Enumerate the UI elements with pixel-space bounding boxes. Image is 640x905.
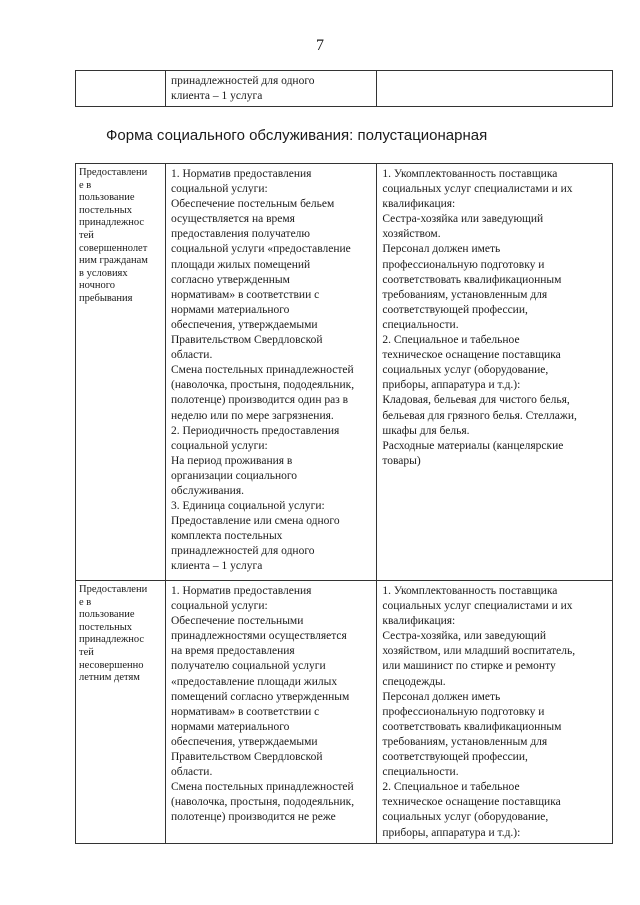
text-line: нормативам» в соответствии с [171,288,320,301]
text-line: помещений согласно утвержденным [171,690,350,703]
text-line: Сестра-хозяйка, или заведующий [382,630,547,643]
text-line: пользование [79,609,135,621]
text-line: хозяйством. [382,228,441,241]
text-line: площади жилых помещений [171,258,311,271]
table-row [76,164,613,581]
text-line: профессиональную подготовку и [382,705,545,718]
text-line: постельных [79,621,132,633]
text-line: предоставления получателю [171,228,311,241]
text-line: Обеспечение постельным бельем [171,198,335,211]
text-line: обеспечения, утверждаемыми [171,735,318,748]
text-line: квалификация: [382,615,456,628]
text-line: принадлежнос [79,217,145,229]
text-line: социальных услуг (оборудование, [382,811,549,824]
service-name-cell [76,164,166,581]
text-line: области. [171,766,213,779]
text-line: обслуживания. [171,484,244,497]
text-line: нормами материального [171,720,290,733]
text-line: клиента – 1 услуга [171,90,263,103]
text-line: Предоставлени [79,167,148,178]
text-line: организации социального [171,469,298,482]
norm-cell [166,581,377,844]
text-line: обеспечения, утверждаемыми [171,318,318,331]
text-line: пользование [79,192,135,204]
text-line: ним гражданам [79,255,148,267]
text-line: тей [79,646,94,658]
norm-cell [166,71,377,107]
text-line: 1. Укомплектованность поставщика [382,168,558,180]
text-line: несовершенно [79,659,144,671]
text-line: Персонал должен иметь [382,690,501,703]
text-line: клиента – 1 услуга [171,560,263,573]
text-line: пребывания [79,292,133,304]
text-line: Сестра-хозяйка или заведующий [382,213,544,226]
text-line: получателю социальной услуги [171,660,326,673]
text-line: шкафы для белья. [382,424,470,437]
text-line: в условиях [79,267,128,279]
service-name-cell [76,71,166,107]
text-line: спецодежды. [382,675,446,688]
text-line: е в [79,596,92,608]
text-line: квалификация: [382,198,456,211]
service-name-cell [76,581,166,844]
text-line: 1. Норматив предоставления [171,585,312,597]
table-row [76,581,613,844]
text-line: принадлежностями осуществляется [171,630,347,643]
text-line: Правительством Свердловской [171,751,323,764]
text-line: требованиям, установленным для [382,288,548,301]
text-line: 2. Специальное и табельное [382,781,520,794]
text-line: Правительством Свердловской [171,334,323,347]
text-line: принадлежнос [79,634,145,646]
text-line: социальных услуг специалистами и их [382,183,573,196]
text-line: осуществляется на время [171,213,295,226]
text-line: социальной услуги «предоставление [171,243,351,256]
text-line: Предоставлени [79,584,148,595]
text-line: социальных услуг специалистами и их [382,600,573,613]
text-line: тей [79,229,94,241]
text-line: полотенце) производится один раз в [171,394,349,407]
text-line: социальных услуг (оборудование, [382,364,549,377]
text-line: совершеннолет [79,242,148,254]
text-line: 3. Единица социальной услуги: [171,500,325,513]
services-table [75,163,613,844]
text-line: приборы, аппаратура и т.д.): [382,826,521,839]
text-line: приборы, аппаратура и т.д.): [382,379,521,392]
text-line: Смена постельных принадлежностей [171,781,354,794]
text-line: или машинист по стирке и ремонту [382,660,556,673]
text-line: техническое оснащение поставщика [382,796,561,809]
text-line: техническое оснащение поставщика [382,349,561,362]
text-line: Расходные материалы (канцелярские [382,439,564,452]
continuation-table [75,70,613,107]
conditions-cell [377,581,613,844]
text-line: соответствующей профессии, [382,751,528,764]
text-line: постельных [79,204,132,216]
text-line: товары) [382,454,421,467]
text-line: специальности. [382,318,459,331]
text-line: Смена постельных принадлежностей [171,364,354,377]
text-line: соответствовать квалификационным [382,720,562,733]
text-line: требованиям, установленным для [382,735,548,748]
text-line: (наволочка, простыня, пододеяльник, [171,379,355,392]
text-line: Обеспечение постельными [171,615,304,628]
text-line: ночного [79,280,116,292]
text-line: Предоставление или смена одного [171,515,340,528]
text-line: 2. Периодичность предоставления [171,424,340,437]
text-line: соответствовать квалификационным [382,273,562,286]
text-line: принадлежностей для одного [171,75,315,87]
text-line: полотенце) производится не реже [171,811,336,824]
text-line: на время предоставления [171,645,295,658]
text-line: нормативам» в соответствии с [171,705,320,718]
text-line: На период проживания в [171,454,293,467]
text-line: Персонал должен иметь [382,243,501,256]
text-line: летним детям [79,672,140,684]
text-line: «предоставление площади жилых [171,675,338,688]
text-line: нормами материального [171,303,290,316]
text-line: (наволочка, простыня, пододеяльник, [171,796,355,809]
text-line: неделю или по мере загрязнения. [171,409,334,422]
text-line: области. [171,349,213,362]
text-line: соответствующей профессии, [382,303,528,316]
text-line: 1. Норматив предоставления [171,168,312,180]
text-line: социальной услуги: [171,183,268,196]
table-row [76,71,613,107]
text-line: хозяйством, или младший воспитатель, [382,645,576,658]
norm-cell [166,164,377,581]
text-line: социальной услуги: [171,439,268,452]
text-line: принадлежностей для одного [171,545,315,558]
text-line: профессиональную подготовку и [382,258,545,271]
page-number: 7 [316,37,324,54]
section-title: Форма социального обслуживания: полустационарная [106,127,488,144]
text-line: 1. Укомплектованность поставщика [382,585,558,597]
text-line: комплекта постельных [171,530,283,543]
text-line: е в [79,179,92,191]
text-line: 2. Специальное и табельное [382,334,520,347]
text-line: специальности. [382,766,459,779]
text-line: социальной услуги: [171,600,268,613]
text-line: бельевая для грязного белья. Стеллажи, [382,409,577,422]
text-line: согласно утвержденным [171,273,290,286]
text-line: Кладовая, бельевая для чистого белья, [382,394,570,407]
conditions-cell [377,164,613,581]
conditions-cell [377,71,613,107]
